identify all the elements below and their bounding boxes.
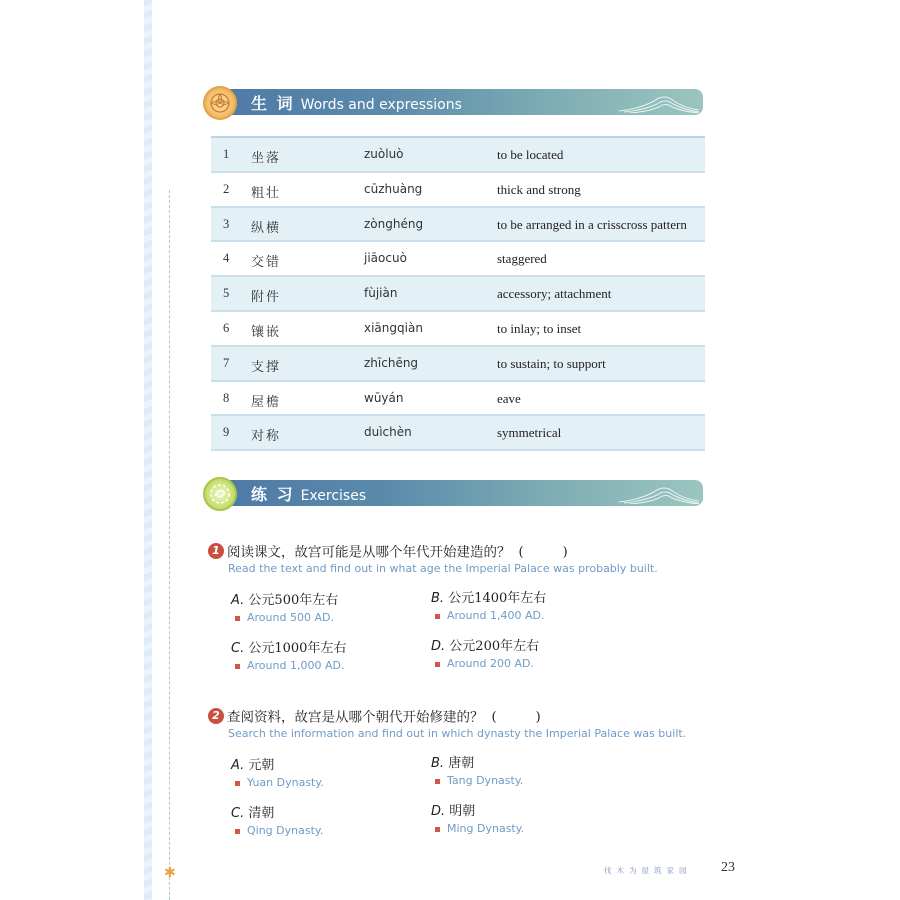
table-row xyxy=(211,277,705,312)
table-row xyxy=(211,208,705,243)
row-pinyin: zuòluò xyxy=(364,147,404,161)
row-english: thick and strong xyxy=(497,181,581,197)
dotted-margin-rule xyxy=(169,190,170,900)
option-letter: C. xyxy=(231,806,245,821)
vocab-section-title xyxy=(251,91,462,114)
row-hanzi: 屋檐 xyxy=(251,394,282,410)
answer-options xyxy=(231,589,651,689)
option-text-cn: 唐朝 xyxy=(448,756,475,771)
row-hanzi: 附件 xyxy=(251,290,282,306)
row-english: to inlay; to inset xyxy=(497,320,582,336)
bird-medallion-icon xyxy=(203,477,237,511)
page-number: 23 xyxy=(721,860,735,875)
option-d[interactable] xyxy=(431,800,631,835)
row-number: 9 xyxy=(223,425,230,440)
question-1 xyxy=(208,540,658,689)
exercises-section-header xyxy=(203,477,703,507)
option-c[interactable] xyxy=(231,637,431,672)
option-text-cn: 清朝 xyxy=(248,806,275,821)
bullet-icon xyxy=(235,781,240,786)
row-pinyin: cūzhuàng xyxy=(364,181,423,196)
answer-blank: ( ) xyxy=(518,545,568,560)
row-hanzi: 镶嵌 xyxy=(251,324,282,340)
mountain-wave-icon xyxy=(619,91,699,113)
table-row xyxy=(211,347,705,382)
row-hanzi: 交错 xyxy=(251,255,282,271)
option-text-en: Ming Dynasty. xyxy=(447,822,525,835)
vocab-title-cn: 生 词 xyxy=(251,94,295,113)
option-b[interactable] xyxy=(431,587,631,622)
option-b[interactable] xyxy=(431,752,631,787)
option-letter: C. xyxy=(231,641,245,656)
question-text-en: Read the text and find out in what age the Imperial Palace was probably built. xyxy=(228,562,658,575)
option-text-en: Around 500 AD. xyxy=(247,611,334,624)
bullet-icon xyxy=(435,614,440,619)
row-hanzi: 对称 xyxy=(251,429,282,445)
star-icon: ✱ xyxy=(164,865,176,881)
option-letter: D. xyxy=(431,804,446,819)
option-text-en: Tang Dynasty. xyxy=(447,774,524,787)
row-pinyin: zhīchēng xyxy=(364,355,419,370)
running-footer-title: 伐木为屋筑家园 xyxy=(604,866,692,875)
option-text-cn: 公元1000年左右 xyxy=(248,641,347,656)
question-number-badge: 2 xyxy=(208,708,224,724)
option-a[interactable] xyxy=(231,589,431,624)
answer-blank: ( ) xyxy=(491,710,541,725)
question-text-cn: 查阅资料，故宫是从哪个朝代开始修建的？ xyxy=(227,709,484,726)
bullet-icon xyxy=(235,616,240,621)
option-letter: D. xyxy=(431,639,446,654)
table-row xyxy=(211,173,705,208)
row-english: accessory; attachment xyxy=(497,286,612,302)
option-text-cn: 公元1400年左右 xyxy=(448,591,547,606)
option-text-cn: 明朝 xyxy=(449,804,476,819)
row-number: 3 xyxy=(223,216,230,231)
option-text-cn: 元朝 xyxy=(248,758,275,773)
row-english: eave xyxy=(497,390,521,406)
row-number: 1 xyxy=(223,147,230,161)
table-row xyxy=(211,138,705,173)
vocab-title-en: Words and expressions xyxy=(300,97,462,113)
mountain-wave-icon xyxy=(619,482,699,504)
bullet-icon xyxy=(435,662,440,667)
row-english: to sustain; to support xyxy=(497,355,606,371)
answer-options xyxy=(231,754,651,854)
question-text-cn: 阅读课文，故宫可能是从哪个年代开始建造的？ xyxy=(227,544,511,561)
row-hanzi: 纵横 xyxy=(251,220,282,236)
row-english: to be located xyxy=(497,147,564,162)
option-text-en: Qing Dynasty. xyxy=(247,824,324,837)
option-text-cn: 公元200年左右 xyxy=(449,639,540,654)
vocab-table xyxy=(211,136,705,451)
row-number: 4 xyxy=(223,251,230,266)
question-number-badge: 1 xyxy=(208,543,224,559)
row-hanzi: 粗壮 xyxy=(251,185,282,201)
vocab-section-header xyxy=(203,86,703,116)
option-letter: B. xyxy=(431,591,445,606)
row-hanzi: 支撑 xyxy=(251,359,282,375)
row-pinyin: xiāngqiàn xyxy=(364,320,423,335)
row-hanzi: 坐落 xyxy=(251,151,282,166)
row-pinyin: jiāocuò xyxy=(364,251,407,266)
row-english: staggered xyxy=(497,251,547,267)
row-pinyin: wūyán xyxy=(364,390,404,405)
option-letter: B. xyxy=(431,756,445,771)
question-2 xyxy=(208,705,686,854)
question-text-en: Search the information and find out in which dynasty the Imperial Palace was built. xyxy=(228,727,687,740)
option-letter: A. xyxy=(231,593,245,608)
row-pinyin: fùjiàn xyxy=(364,286,398,301)
row-number: 5 xyxy=(223,286,230,301)
row-english: to be arranged in a crisscross pattern xyxy=(497,216,687,232)
exercises-title-cn: 练 习 xyxy=(251,485,295,504)
bullet-icon xyxy=(235,664,240,669)
table-row xyxy=(211,382,705,417)
table-row xyxy=(211,416,705,451)
option-text-en: Around 200 AD. xyxy=(447,657,534,670)
option-letter: A. xyxy=(231,758,245,773)
flower-medallion-icon xyxy=(203,86,237,120)
page-edge-decoration xyxy=(144,0,152,900)
option-d[interactable] xyxy=(431,635,631,670)
exercises-title-en: Exercises xyxy=(300,488,367,504)
row-english: symmetrical xyxy=(497,425,562,441)
option-c[interactable] xyxy=(231,802,431,837)
option-text-cn: 公元500年左右 xyxy=(248,593,339,608)
exercises-section-title xyxy=(251,482,366,505)
table-row xyxy=(211,312,705,347)
bullet-icon xyxy=(435,779,440,784)
row-pinyin: zònghéng xyxy=(364,216,424,231)
bullet-icon xyxy=(435,827,440,832)
row-pinyin: duìchèn xyxy=(364,425,412,440)
bullet-icon xyxy=(235,829,240,834)
option-a[interactable] xyxy=(231,754,431,789)
row-number: 8 xyxy=(223,390,230,405)
row-number: 6 xyxy=(223,320,230,335)
option-text-en: Around 1,000 AD. xyxy=(247,659,345,672)
option-text-en: Around 1,400 AD. xyxy=(447,609,545,622)
table-row xyxy=(211,242,705,277)
option-text-en: Yuan Dynasty. xyxy=(247,776,324,789)
row-number: 7 xyxy=(223,355,230,370)
row-number: 2 xyxy=(223,181,230,196)
